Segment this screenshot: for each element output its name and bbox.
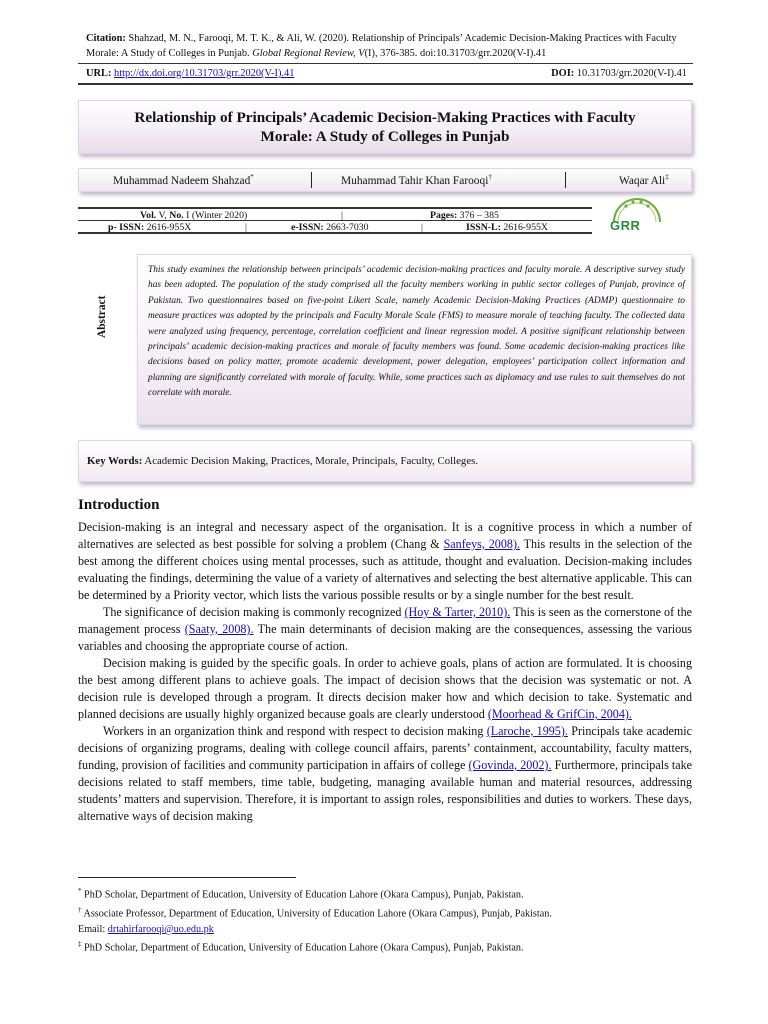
url-bar	[78, 63, 693, 85]
citation-text-after: (I), 376-385. doi:10.31703/grr.2020(V-I).41	[364, 48, 547, 59]
paragraph: Decision making is guided by the specific goals. In order to achieve goals, plans of action are formulated. It is choosing the best among different plans to achieve goals. The impact of decision shows that the decision was systematic or not. A decision rule is developed through a program. It directs decision maker how and which decision to take. Systematic and planned decisions are usually highly organized because goals are clearly understood (Moorhead & GrifCin, 2004).	[78, 656, 692, 721]
keywords-box	[78, 440, 692, 482]
paragraph: The significance of decision making is commonly recognized (Hoy & Tarter, 2010). This is seen as the cornerstone of the management process (Saaty, 2008). The main determinants of decision making are the consequences, assessing the various variables and choosing the appropriate course of action.	[78, 605, 693, 653]
authors-bar	[78, 168, 692, 192]
url-label: URL:	[86, 68, 112, 79]
abstract-label: Abstract	[96, 295, 108, 338]
volume-row	[78, 207, 592, 221]
footnote: * PhD Scholar, Department of Education, University of Education Lahore (Okara Campus), Punjab, Pakistan.	[78, 887, 524, 901]
email-link[interactable]: drtahirfarooqi@uo.edu.pk	[107, 923, 214, 935]
citation-link[interactable]: (Moorhead & GrifCin, 2004).	[487, 707, 632, 721]
footnotes	[78, 884, 692, 956]
abstract-box	[137, 254, 692, 425]
logo-text: GRR	[610, 218, 641, 233]
footnote: ‡ PhD Scholar, Department of Education, University of Education Lahore (Okara Campus), Punjab, Pakistan.	[78, 940, 524, 954]
pages-info: Pages: 376 – 385	[430, 210, 499, 221]
citation	[86, 31, 686, 61]
pissn-info: p- ISSN: 2616-955X	[108, 222, 192, 233]
introduction-body	[78, 519, 692, 825]
doi-label: DOI:	[551, 68, 575, 79]
citation-text: Shahzad, M. N., Farooqi, M. T. K., & Ali, W. (2020). Relationship of Principals’ Academic Decision-Making Practices with Faculty Morale: A Study of Colleges in Punjab.	[86, 33, 677, 59]
row-separator: |	[341, 210, 343, 221]
issnl-info: ISSN-L: 2616-955X	[466, 222, 548, 233]
paper-title	[78, 100, 692, 154]
citation-label: Citation:	[86, 33, 126, 44]
doi-line	[551, 68, 687, 79]
keywords-label: Key Words:	[87, 455, 143, 467]
title-line-2: Morale: A Study of Colleges in Punjab	[260, 128, 510, 145]
citation-link[interactable]: (Hoy & Tarter, 2010).	[404, 605, 511, 619]
journal-info-table	[78, 207, 592, 234]
footnote: † Associate Professor, Department of Education, University of Education Lahore (Okara Campus), Punjab, Pakistan.	[78, 905, 552, 920]
issn-row	[78, 221, 592, 234]
author-divider	[565, 172, 566, 188]
citation-journal: Global Regional Review, V	[252, 48, 365, 59]
keywords-text: Academic Decision Making, Practices, Morale, Principals, Faculty, Colleges.	[142, 455, 479, 467]
url-line	[86, 68, 294, 79]
footnote-divider	[78, 877, 296, 878]
title-line-1: Relationship of Principals’ Academic Decision-Making Practices with Faculty	[134, 109, 636, 126]
volume-info: Vol. V, No. I (Winter 2020)	[140, 210, 248, 221]
row-separator: |	[421, 222, 423, 233]
author-1: Muhammad Nadeem Shahzad*	[113, 173, 254, 187]
citation-link[interactable]: Sanfeys, 2008).	[443, 537, 520, 551]
eissn-info: e-ISSN: 2663-7030	[291, 222, 369, 233]
paragraph: Workers in an organization think and respond with respect to decision making (Laroche, 1995). Principals take academic decisions of organizing programs, dealing with college council affairs, parents’ containment, accountability, faculty matters, funding, provision of facilities and community participation in affairs of college (Govinda, 2002). Furthermore, principals take decisions related to staff members, time table, budgeting, managing available human and material resources, addressing students’ matters and supervision. Therefore, it is important to assign roles, responsibilities and duties to workers. These days, alternative ways of decision making	[78, 724, 692, 823]
citation-link[interactable]: (Govinda, 2002).	[468, 758, 552, 772]
abstract-text: This study examines the relationship between principals’ academic decision-making practices and faculty morale. A descriptive survey study has been adopted. The population of the study comprised all the faculty members working in public sector colleges of Punjab, province of Pakistan. Two questionnaires based on five-point Likert Scale, namely Academic Decision-Making Practices (ADMP) questionnaire to measure practices was adopted by the principals and Faculty Morale Scale (FMS) to measure morale of teaching faculty. The collected data were analyzed using frequency, percentage, correlation coefficient and linear regression model. A positive significant relationship between principals’ academic decision-making practices and morale of faculty members was found. Some academic decision-making practices like decisions based on policy matter, promote academic development, power delegation, employees’ participation collect information and planning are significantly correlated with morale of faculty. While, some practices such as diplomacy and use rules to suit themselves do not correlate with morale.	[148, 265, 685, 399]
doi-value: 10.31703/grr.2020(V-I).41	[576, 68, 687, 79]
section-heading: Introduction	[78, 497, 160, 513]
author-3: Waqar Ali‡	[619, 173, 669, 187]
author-divider	[311, 172, 312, 188]
row-separator: |	[245, 222, 247, 233]
citation-link[interactable]: (Laroche, 1995).	[486, 724, 568, 738]
url-link[interactable]: http://dx.doi.org/10.31703/grr.2020(V-I).41	[114, 68, 295, 79]
footnote-email: Email: drtahirfarooqi@uo.edu.pk	[78, 923, 214, 935]
paragraph: Decision-making is an integral and necessary aspect of the organisation. It is a cognitive process in which a number of alternatives are selected as best possible for solving a problem (Chang & Sanfeys, 2008). This results in the selection of the best among the different choices using mental processes, such as attitude, thought and evaluation. Decision-making includes evaluating the findings, determining the value of a variety of alternatives and selecting the best alternative applicable. This can be determined by a Priority vector, which lists the various possible results or by a single number for the best result.	[78, 520, 693, 602]
citation-link[interactable]: (Saaty, 2008).	[184, 622, 254, 636]
author-2: Muhammad Tahir Khan Farooqi†	[341, 173, 492, 187]
